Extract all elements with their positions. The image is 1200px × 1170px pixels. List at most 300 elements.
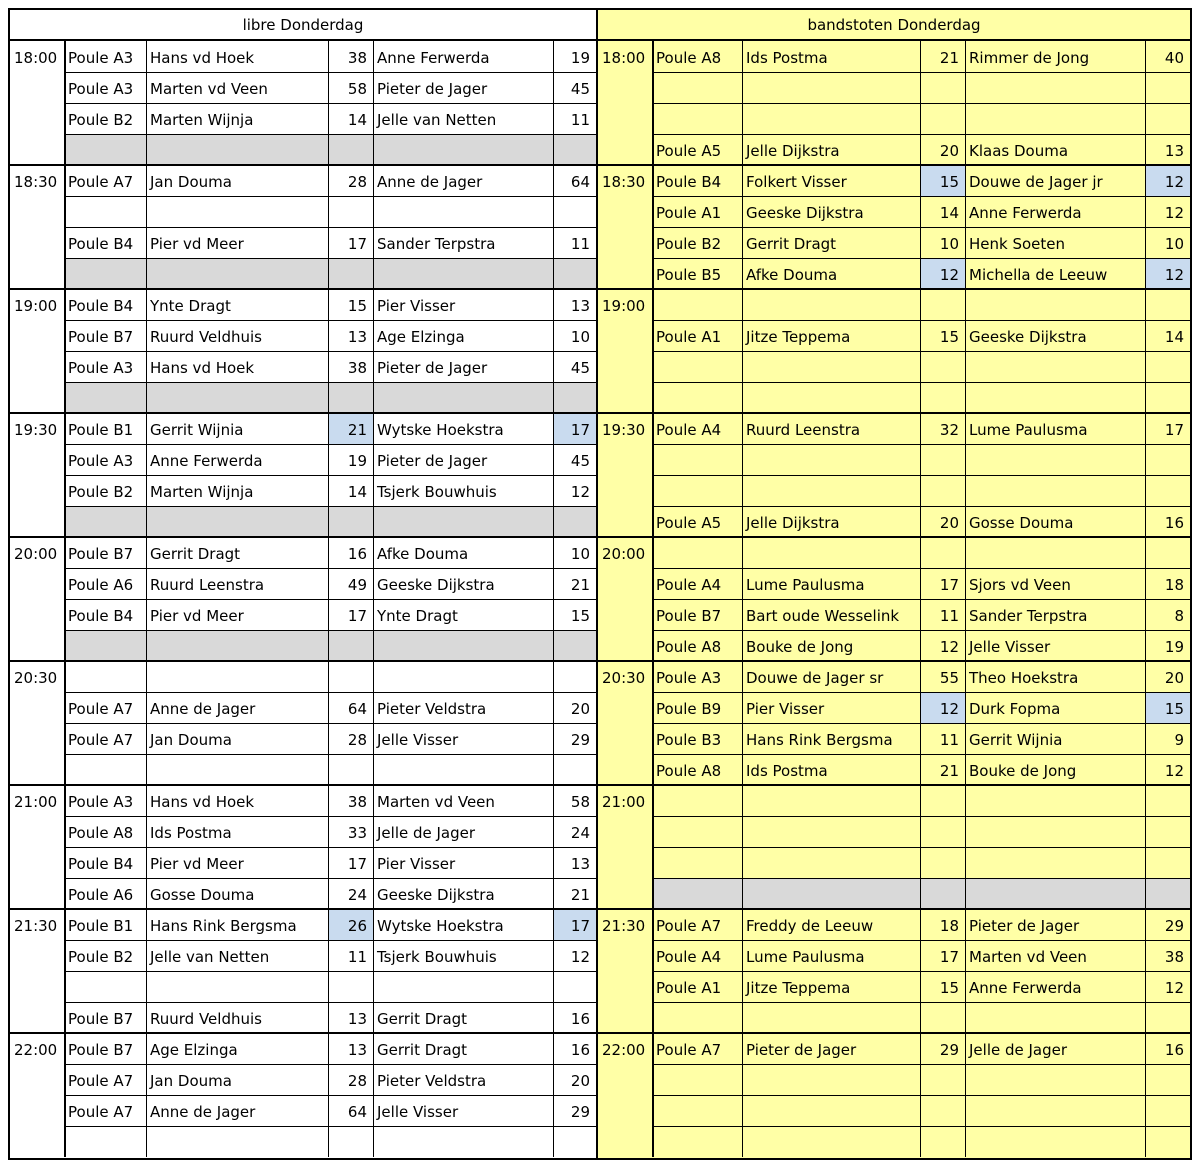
player-two-score: 17 bbox=[554, 910, 596, 940]
player-two-cell: Lume Paulusma bbox=[969, 421, 1088, 439]
column-divider bbox=[373, 41, 374, 1157]
row-divider bbox=[64, 103, 596, 104]
player-two-cell: Gerrit Wijnia bbox=[969, 731, 1063, 749]
player-one-score: 28 bbox=[347, 731, 367, 749]
player-two-score: 16 bbox=[570, 1010, 590, 1028]
column-divider bbox=[920, 41, 921, 1157]
row-divider bbox=[652, 134, 1190, 135]
player-one-cell: Jitze Teppema bbox=[746, 328, 851, 346]
player-two-cell: Pier Visser bbox=[377, 297, 456, 315]
player-two-cell: Geeske Dijkstra bbox=[377, 576, 495, 594]
player-two-score: 12 bbox=[570, 948, 590, 966]
player-two-cell: Marten vd Veen bbox=[969, 948, 1087, 966]
player-two-score: 12 bbox=[1164, 762, 1184, 780]
player-one-score: 16 bbox=[347, 545, 367, 563]
player-one-score: 13 bbox=[347, 1010, 367, 1028]
player-one-score: 58 bbox=[347, 80, 367, 98]
time-block-divider bbox=[598, 288, 1190, 290]
poule-cell: Poule A3 bbox=[68, 49, 134, 67]
poule-cell: Poule A7 bbox=[68, 1103, 134, 1121]
player-two-cell: Sjors vd Veen bbox=[969, 576, 1071, 594]
time-block-divider bbox=[10, 288, 596, 290]
player-one-score: 32 bbox=[939, 421, 959, 439]
player-one-cell: Jan Douma bbox=[150, 731, 232, 749]
player-two-cell: Henk Soeten bbox=[969, 235, 1066, 253]
player-two-score: 20 bbox=[570, 700, 590, 718]
player-one-score: 33 bbox=[347, 824, 367, 842]
player-two-score: 13 bbox=[570, 297, 590, 315]
player-one-score: 21 bbox=[329, 414, 373, 444]
player-one-cell: Hans vd Hoek bbox=[150, 359, 255, 377]
player-one-cell: Jelle Dijkstra bbox=[746, 514, 840, 532]
player-two-score: 10 bbox=[570, 328, 590, 346]
row-divider bbox=[64, 754, 596, 755]
row-divider bbox=[652, 754, 1190, 755]
poule-cell: Poule B7 bbox=[68, 545, 134, 563]
player-one-score: 15 bbox=[939, 979, 959, 997]
player-two-score: 16 bbox=[570, 1041, 590, 1059]
poule-cell: Poule B5 bbox=[656, 266, 722, 284]
player-two-cell: Gosse Douma bbox=[969, 514, 1074, 532]
empty-gray-row bbox=[652, 878, 1190, 909]
player-two-score: 12 bbox=[1164, 204, 1184, 222]
player-one-cell: Marten Wijnja bbox=[150, 111, 254, 129]
time-slot-label: 21:30 bbox=[602, 917, 646, 935]
poule-cell: Poule A1 bbox=[656, 979, 722, 997]
time-block-divider bbox=[10, 1032, 596, 1034]
player-one-cell: Gerrit Dragt bbox=[746, 235, 837, 253]
player-two-cell: Pieter de Jager bbox=[377, 80, 488, 98]
poule-cell: Poule A5 bbox=[656, 142, 722, 160]
player-two-score: 45 bbox=[570, 452, 590, 470]
player-two-cell: Pieter de Jager bbox=[377, 452, 488, 470]
poule-cell: Poule B4 bbox=[656, 173, 722, 191]
player-one-score: 49 bbox=[347, 576, 367, 594]
row-divider bbox=[652, 1064, 1190, 1065]
row-divider bbox=[652, 475, 1190, 476]
row-divider bbox=[64, 568, 596, 569]
row-divider bbox=[64, 599, 596, 600]
player-two-score: 11 bbox=[570, 235, 590, 253]
row-divider bbox=[652, 692, 1190, 693]
libre-panel-title: libre Donderdag bbox=[10, 10, 596, 41]
poule-cell: Poule B4 bbox=[68, 855, 134, 873]
time-block-divider bbox=[10, 164, 596, 166]
time-slot-label: 20:30 bbox=[14, 669, 58, 687]
player-one-score: 15 bbox=[347, 297, 367, 315]
player-one-score: 28 bbox=[347, 1072, 367, 1090]
player-one-score: 12 bbox=[921, 693, 965, 723]
player-two-cell: Klaas Douma bbox=[969, 142, 1069, 160]
player-two-score: 13 bbox=[570, 855, 590, 873]
player-one-score: 38 bbox=[347, 49, 367, 67]
time-slot-label: 21:00 bbox=[602, 793, 646, 811]
player-one-cell: Ruurd Veldhuis bbox=[150, 1010, 262, 1028]
empty-gray-row bbox=[64, 506, 596, 537]
player-two-cell: Age Elzinga bbox=[377, 328, 465, 346]
row-divider bbox=[64, 227, 596, 228]
player-two-cell: Michella de Leeuw bbox=[969, 266, 1108, 284]
poule-cell: Poule B4 bbox=[68, 607, 134, 625]
poule-cell: Poule B2 bbox=[656, 235, 722, 253]
time-block-divider bbox=[598, 536, 1190, 538]
player-one-cell: Lume Paulusma bbox=[746, 948, 865, 966]
row-divider bbox=[652, 599, 1190, 600]
player-two-cell: Jelle van Netten bbox=[377, 111, 497, 129]
empty-gray-row bbox=[64, 630, 596, 661]
player-one-score: 15 bbox=[921, 166, 965, 196]
player-two-cell: Gerrit Dragt bbox=[377, 1041, 468, 1059]
poule-cell: Poule A3 bbox=[68, 359, 134, 377]
libre-schedule-panel bbox=[8, 8, 598, 1160]
player-one-cell: Gosse Douma bbox=[150, 886, 255, 904]
player-two-score: 40 bbox=[1164, 49, 1184, 67]
player-one-cell: Ids Postma bbox=[150, 824, 232, 842]
player-two-score: 29 bbox=[1164, 917, 1184, 935]
row-divider bbox=[64, 134, 596, 135]
player-two-score: 21 bbox=[570, 576, 590, 594]
player-one-score: 17 bbox=[939, 576, 959, 594]
time-slot-label: 21:30 bbox=[14, 917, 58, 935]
player-one-cell: Gerrit Dragt bbox=[150, 545, 241, 563]
player-two-score: 21 bbox=[570, 886, 590, 904]
player-two-score: 29 bbox=[570, 731, 590, 749]
player-two-score: 45 bbox=[570, 359, 590, 377]
row-divider bbox=[652, 382, 1190, 383]
column-divider bbox=[64, 41, 66, 1157]
player-one-cell: Hans Rink Bergsma bbox=[746, 731, 893, 749]
time-block-divider bbox=[598, 660, 1190, 662]
player-two-cell: Rimmer de Jong bbox=[969, 49, 1090, 67]
row-divider bbox=[64, 847, 596, 848]
time-slot-label: 18:30 bbox=[14, 173, 58, 191]
row-divider bbox=[64, 258, 596, 259]
player-two-score: 12 bbox=[1146, 166, 1190, 196]
row-divider bbox=[64, 630, 596, 631]
player-two-score: 17 bbox=[554, 414, 596, 444]
player-one-cell: Douwe de Jager sr bbox=[746, 669, 884, 687]
player-one-score: 38 bbox=[347, 793, 367, 811]
row-divider bbox=[652, 320, 1190, 321]
empty-gray-row bbox=[64, 134, 596, 165]
row-divider bbox=[64, 506, 596, 507]
poule-cell: Poule A7 bbox=[68, 173, 134, 191]
player-two-cell: Anne Ferwerda bbox=[969, 204, 1082, 222]
row-divider bbox=[652, 196, 1190, 197]
player-one-cell: Hans vd Hoek bbox=[150, 49, 255, 67]
player-one-cell: Afke Douma bbox=[746, 266, 838, 284]
player-two-cell: Wytske Hoekstra bbox=[377, 917, 504, 935]
row-divider bbox=[64, 1002, 596, 1003]
bandstoten-panel-title: bandstoten Donderdag bbox=[598, 10, 1190, 41]
row-divider bbox=[652, 227, 1190, 228]
player-two-score: 19 bbox=[1164, 638, 1184, 656]
player-one-cell: Gerrit Wijnia bbox=[150, 421, 244, 439]
player-two-cell: Pier Visser bbox=[377, 855, 456, 873]
time-slot-label: 22:00 bbox=[602, 1041, 646, 1059]
time-slot-label: 19:00 bbox=[602, 297, 646, 315]
row-divider bbox=[64, 1064, 596, 1065]
player-one-score: 13 bbox=[347, 1041, 367, 1059]
row-divider bbox=[64, 878, 596, 879]
player-two-score: 20 bbox=[570, 1072, 590, 1090]
poule-cell: Poule B7 bbox=[68, 1041, 134, 1059]
player-two-score: 16 bbox=[1164, 514, 1184, 532]
time-block-divider bbox=[10, 412, 596, 414]
player-one-score: 64 bbox=[347, 1103, 367, 1121]
player-two-cell: Theo Hoekstra bbox=[969, 669, 1079, 687]
time-slot-label: 19:30 bbox=[14, 421, 58, 439]
row-divider bbox=[64, 444, 596, 445]
player-one-score: 13 bbox=[347, 328, 367, 346]
player-one-score: 17 bbox=[939, 948, 959, 966]
poule-cell: Poule B7 bbox=[68, 1010, 134, 1028]
player-one-cell: Lume Paulusma bbox=[746, 576, 865, 594]
time-block-divider bbox=[598, 164, 1190, 166]
player-two-cell: Marten vd Veen bbox=[377, 793, 495, 811]
time-block-divider bbox=[598, 784, 1190, 786]
player-one-score: 18 bbox=[939, 917, 959, 935]
player-two-cell: Tsjerk Bouwhuis bbox=[377, 483, 497, 501]
row-divider bbox=[64, 1126, 596, 1127]
time-block-divider bbox=[10, 660, 596, 662]
player-one-cell: Pier vd Meer bbox=[150, 607, 244, 625]
row-divider bbox=[64, 816, 596, 817]
bandstoten-schedule-panel bbox=[596, 8, 1192, 1160]
player-one-score: 17 bbox=[347, 235, 367, 253]
poule-cell: Poule A3 bbox=[68, 452, 134, 470]
poule-cell: Poule A7 bbox=[656, 917, 722, 935]
player-two-cell: Pieter Veldstra bbox=[377, 1072, 487, 1090]
poule-cell: Poule B9 bbox=[656, 700, 722, 718]
player-one-cell: Jan Douma bbox=[150, 1072, 232, 1090]
player-one-score: 64 bbox=[347, 700, 367, 718]
player-one-cell: Pier Visser bbox=[746, 700, 825, 718]
player-one-cell: Hans Rink Bergsma bbox=[150, 917, 297, 935]
poule-cell: Poule A7 bbox=[68, 1072, 134, 1090]
time-block-divider bbox=[10, 908, 596, 910]
player-one-score: 29 bbox=[939, 1041, 959, 1059]
column-divider bbox=[553, 41, 554, 1157]
row-divider bbox=[64, 196, 596, 197]
row-divider bbox=[652, 568, 1190, 569]
player-one-cell: Hans vd Hoek bbox=[150, 793, 255, 811]
column-divider bbox=[742, 41, 743, 1157]
row-divider bbox=[652, 940, 1190, 941]
player-one-score: 17 bbox=[347, 607, 367, 625]
poule-cell: Poule A4 bbox=[656, 948, 722, 966]
player-two-cell: Pieter Veldstra bbox=[377, 700, 487, 718]
player-two-score: 16 bbox=[1164, 1041, 1184, 1059]
column-divider bbox=[652, 41, 654, 1157]
player-one-cell: Ruurd Leenstra bbox=[746, 421, 861, 439]
player-two-cell: Sander Terpstra bbox=[377, 235, 496, 253]
poule-cell: Poule A4 bbox=[656, 576, 722, 594]
row-divider bbox=[652, 444, 1190, 445]
player-one-score: 12 bbox=[921, 259, 965, 289]
poule-cell: Poule A6 bbox=[68, 886, 134, 904]
time-slot-label: 20:30 bbox=[602, 669, 646, 687]
player-one-score: 26 bbox=[329, 910, 373, 940]
row-divider bbox=[652, 1095, 1190, 1096]
player-one-score: 14 bbox=[347, 483, 367, 501]
time-slot-label: 18:00 bbox=[14, 49, 58, 67]
player-two-score: 13 bbox=[1164, 142, 1184, 160]
player-two-cell: Geeske Dijkstra bbox=[969, 328, 1087, 346]
player-two-cell: Geeske Dijkstra bbox=[377, 886, 495, 904]
player-two-cell: Anne Ferwerda bbox=[377, 49, 490, 67]
player-one-cell: Jitze Teppema bbox=[746, 979, 851, 997]
time-slot-label: 21:00 bbox=[14, 793, 58, 811]
player-one-score: 17 bbox=[347, 855, 367, 873]
row-divider bbox=[64, 940, 596, 941]
player-one-score: 19 bbox=[347, 452, 367, 470]
poule-cell: Poule A8 bbox=[656, 762, 722, 780]
poule-cell: Poule A7 bbox=[68, 700, 134, 718]
poule-cell: Poule B7 bbox=[656, 607, 722, 625]
player-two-score: 24 bbox=[570, 824, 590, 842]
time-block-divider bbox=[10, 784, 596, 786]
row-divider bbox=[64, 971, 596, 972]
poule-cell: Poule B2 bbox=[68, 483, 134, 501]
empty-gray-row bbox=[64, 382, 596, 413]
time-slot-label: 20:00 bbox=[602, 545, 646, 563]
poule-cell: Poule B3 bbox=[656, 731, 722, 749]
player-one-score: 20 bbox=[939, 142, 959, 160]
poule-cell: Poule A3 bbox=[68, 80, 134, 98]
player-one-cell: Freddy de Leeuw bbox=[746, 917, 874, 935]
poule-cell: Poule A5 bbox=[656, 514, 722, 532]
poule-cell: Poule A8 bbox=[656, 638, 722, 656]
player-one-score: 21 bbox=[939, 762, 959, 780]
player-one-cell: Folkert Visser bbox=[746, 173, 847, 191]
poule-cell: Poule A4 bbox=[656, 421, 722, 439]
time-slot-label: 20:00 bbox=[14, 545, 58, 563]
player-two-cell: Jelle Visser bbox=[969, 638, 1051, 656]
poule-cell: Poule B2 bbox=[68, 948, 134, 966]
player-one-cell: Geeske Dijkstra bbox=[746, 204, 864, 222]
player-two-score: 20 bbox=[1164, 669, 1184, 687]
poule-cell: Poule A1 bbox=[656, 204, 722, 222]
player-two-cell: Jelle de Jager bbox=[969, 1041, 1068, 1059]
player-one-cell: Pieter de Jager bbox=[746, 1041, 857, 1059]
row-divider bbox=[64, 475, 596, 476]
row-divider bbox=[64, 320, 596, 321]
player-two-cell: Jelle de Jager bbox=[377, 824, 476, 842]
poule-cell: Poule A7 bbox=[656, 1041, 722, 1059]
row-divider bbox=[652, 506, 1190, 507]
player-two-score: 8 bbox=[1174, 607, 1184, 625]
player-one-cell: Anne de Jager bbox=[150, 700, 256, 718]
row-divider bbox=[652, 72, 1190, 73]
poule-cell: Poule A8 bbox=[68, 824, 134, 842]
player-one-score: 11 bbox=[939, 731, 959, 749]
time-block-divider bbox=[598, 412, 1190, 414]
player-two-score: 11 bbox=[570, 111, 590, 129]
player-one-cell: Anne Ferwerda bbox=[150, 452, 263, 470]
row-divider bbox=[64, 382, 596, 383]
column-divider bbox=[146, 41, 147, 1157]
player-two-score: 12 bbox=[570, 483, 590, 501]
player-one-cell: Ids Postma bbox=[746, 49, 828, 67]
player-one-score: 38 bbox=[347, 359, 367, 377]
player-two-cell: Douwe de Jager jr bbox=[969, 173, 1103, 191]
player-one-cell: Ids Postma bbox=[746, 762, 828, 780]
row-divider bbox=[652, 878, 1190, 879]
player-two-score: 38 bbox=[1164, 948, 1184, 966]
poule-cell: Poule A8 bbox=[656, 49, 722, 67]
player-one-cell: Ruurd Leenstra bbox=[150, 576, 265, 594]
player-one-cell: Jelle van Netten bbox=[150, 948, 270, 966]
player-one-score: 12 bbox=[939, 638, 959, 656]
player-two-cell: Ynte Dragt bbox=[377, 607, 458, 625]
player-one-score: 28 bbox=[347, 173, 367, 191]
player-one-cell: Marten vd Veen bbox=[150, 80, 268, 98]
player-one-cell: Anne de Jager bbox=[150, 1103, 256, 1121]
poule-cell: Poule B7 bbox=[68, 328, 134, 346]
time-slot-label: 22:00 bbox=[14, 1041, 58, 1059]
player-one-cell: Pier vd Meer bbox=[150, 855, 244, 873]
player-two-cell: Sander Terpstra bbox=[969, 607, 1088, 625]
time-block-divider bbox=[598, 1032, 1190, 1034]
time-slot-label: 19:30 bbox=[602, 421, 646, 439]
poule-cell: Poule B4 bbox=[68, 297, 134, 315]
row-divider bbox=[652, 723, 1190, 724]
player-two-score: 15 bbox=[570, 607, 590, 625]
player-one-score: 11 bbox=[939, 607, 959, 625]
player-two-score: 10 bbox=[570, 545, 590, 563]
player-two-cell: Pieter de Jager bbox=[969, 917, 1080, 935]
row-divider bbox=[652, 847, 1190, 848]
player-two-score: 64 bbox=[570, 173, 590, 191]
player-two-score: 45 bbox=[570, 80, 590, 98]
poule-cell: Poule B1 bbox=[68, 421, 134, 439]
row-divider bbox=[652, 630, 1190, 631]
row-divider bbox=[652, 816, 1190, 817]
empty-gray-row bbox=[64, 258, 596, 289]
player-two-cell: Bouke de Jong bbox=[969, 762, 1077, 780]
player-two-score: 19 bbox=[570, 49, 590, 67]
player-two-cell: Anne de Jager bbox=[377, 173, 483, 191]
player-two-cell: Jelle Visser bbox=[377, 731, 459, 749]
player-two-cell: Pieter de Jager bbox=[377, 359, 488, 377]
poule-cell: Poule B2 bbox=[68, 111, 134, 129]
player-one-cell: Pier vd Meer bbox=[150, 235, 244, 253]
poule-cell: Poule A1 bbox=[656, 328, 722, 346]
poule-cell: Poule A6 bbox=[68, 576, 134, 594]
row-divider bbox=[652, 103, 1190, 104]
row-divider bbox=[652, 1126, 1190, 1127]
row-divider bbox=[652, 1002, 1190, 1003]
player-two-cell: Wytske Hoekstra bbox=[377, 421, 504, 439]
player-two-score: 29 bbox=[570, 1103, 590, 1121]
player-two-score: 17 bbox=[1164, 421, 1184, 439]
player-two-cell: Tsjerk Bouwhuis bbox=[377, 948, 497, 966]
row-divider bbox=[64, 692, 596, 693]
player-one-score: 15 bbox=[939, 328, 959, 346]
player-two-cell: Gerrit Dragt bbox=[377, 1010, 468, 1028]
column-divider bbox=[1145, 41, 1146, 1157]
time-slot-label: 19:00 bbox=[14, 297, 58, 315]
player-one-score: 24 bbox=[347, 886, 367, 904]
column-divider bbox=[965, 41, 966, 1157]
poule-cell: Poule A3 bbox=[68, 793, 134, 811]
row-divider bbox=[652, 258, 1190, 259]
player-two-score: 58 bbox=[570, 793, 590, 811]
player-one-score: 11 bbox=[347, 948, 367, 966]
player-two-score: 10 bbox=[1164, 235, 1184, 253]
player-one-score: 55 bbox=[939, 669, 959, 687]
